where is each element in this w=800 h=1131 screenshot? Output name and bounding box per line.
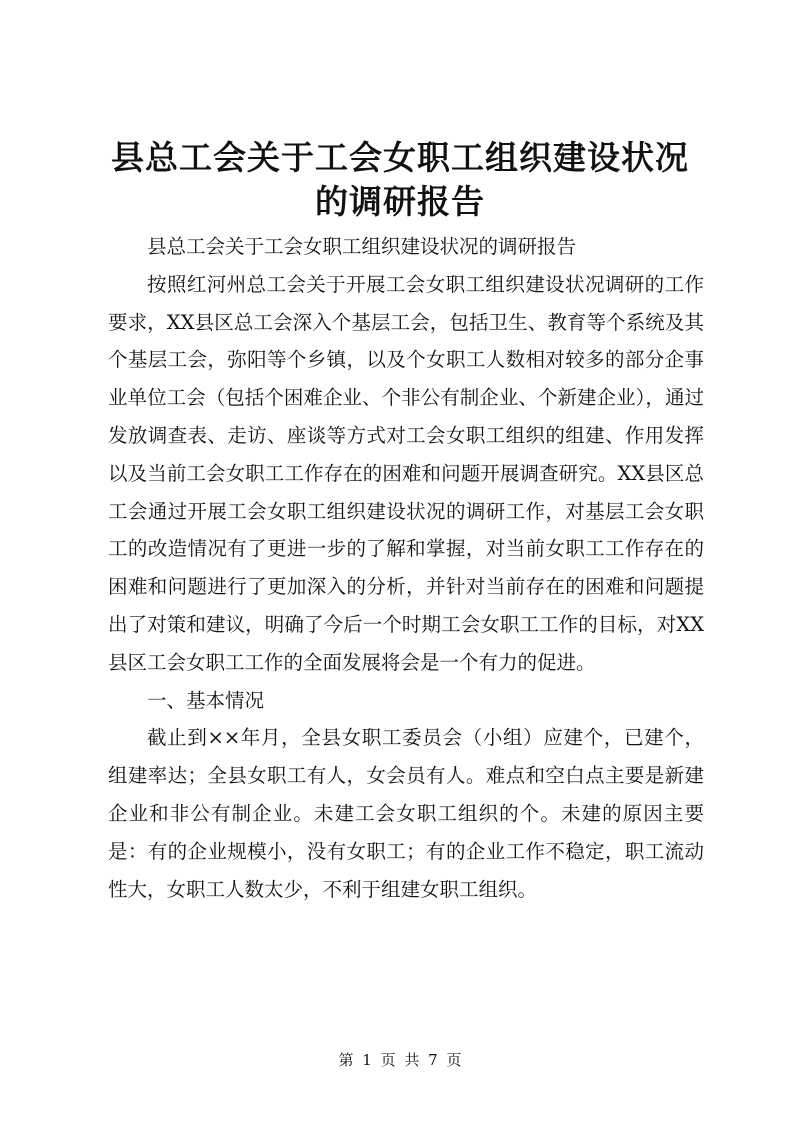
- document-body: [108, 228, 704, 908]
- section-heading: 一、基本情况: [147, 688, 265, 712]
- page-footer: 第 1 页 共 7 页: [338, 1051, 462, 1069]
- paragraph-intro: 按照红河州总工会关于开展工会女职工组织建设状况调研的工作要求，XX县区总工会深入个基层工会，包括卫生、教育等个系统及其个基层工会，弥阳等个乡镇，以及个女职工人数相对较多的部分企事业单位工会（包括个困难企业、个非公有制企业、个新建企业），通过发放调查表、走访、座谈等方式对工会女职工组织的组建、作用发挥以及当前工会女职工工作存在的困难和问题开展调查研究。XX县区总工会通过开展工会女职工组织建设状况的调研工作，对基层工会女职工的改造情况有了更进一步的了解和掌握，对当前女职工工作存在的困难和问题进行了更加深入的分析，并针对当前存在的困难和问题提出了对策和建议，明确了今后一个时期工会女职工工作的目标，对XX县区工会女职工工作的全面发展将会是一个有力的促进。: [108, 272, 704, 674]
- document-title: 县总工会关于工会女职工组织建设状况的调研报告: [111, 138, 689, 221]
- paragraph-basic-situation: 截止到××年月，全县女职工委员会（小组）应建个，已建个，组建率达；全县女职工有人，女会员有人。难点和空白点主要是新建企业和非公有制企业。未建工会女职工组织的个。未建的原因主要是：有的企业规模小，没有女职工；有的企业工作不稳定，职工流动性大，女职工人数太少，不利于组建女职工组织。: [108, 726, 704, 901]
- paragraph-subtitle: 县总工会关于工会女职工组织建设状况的调研报告: [147, 235, 577, 258]
